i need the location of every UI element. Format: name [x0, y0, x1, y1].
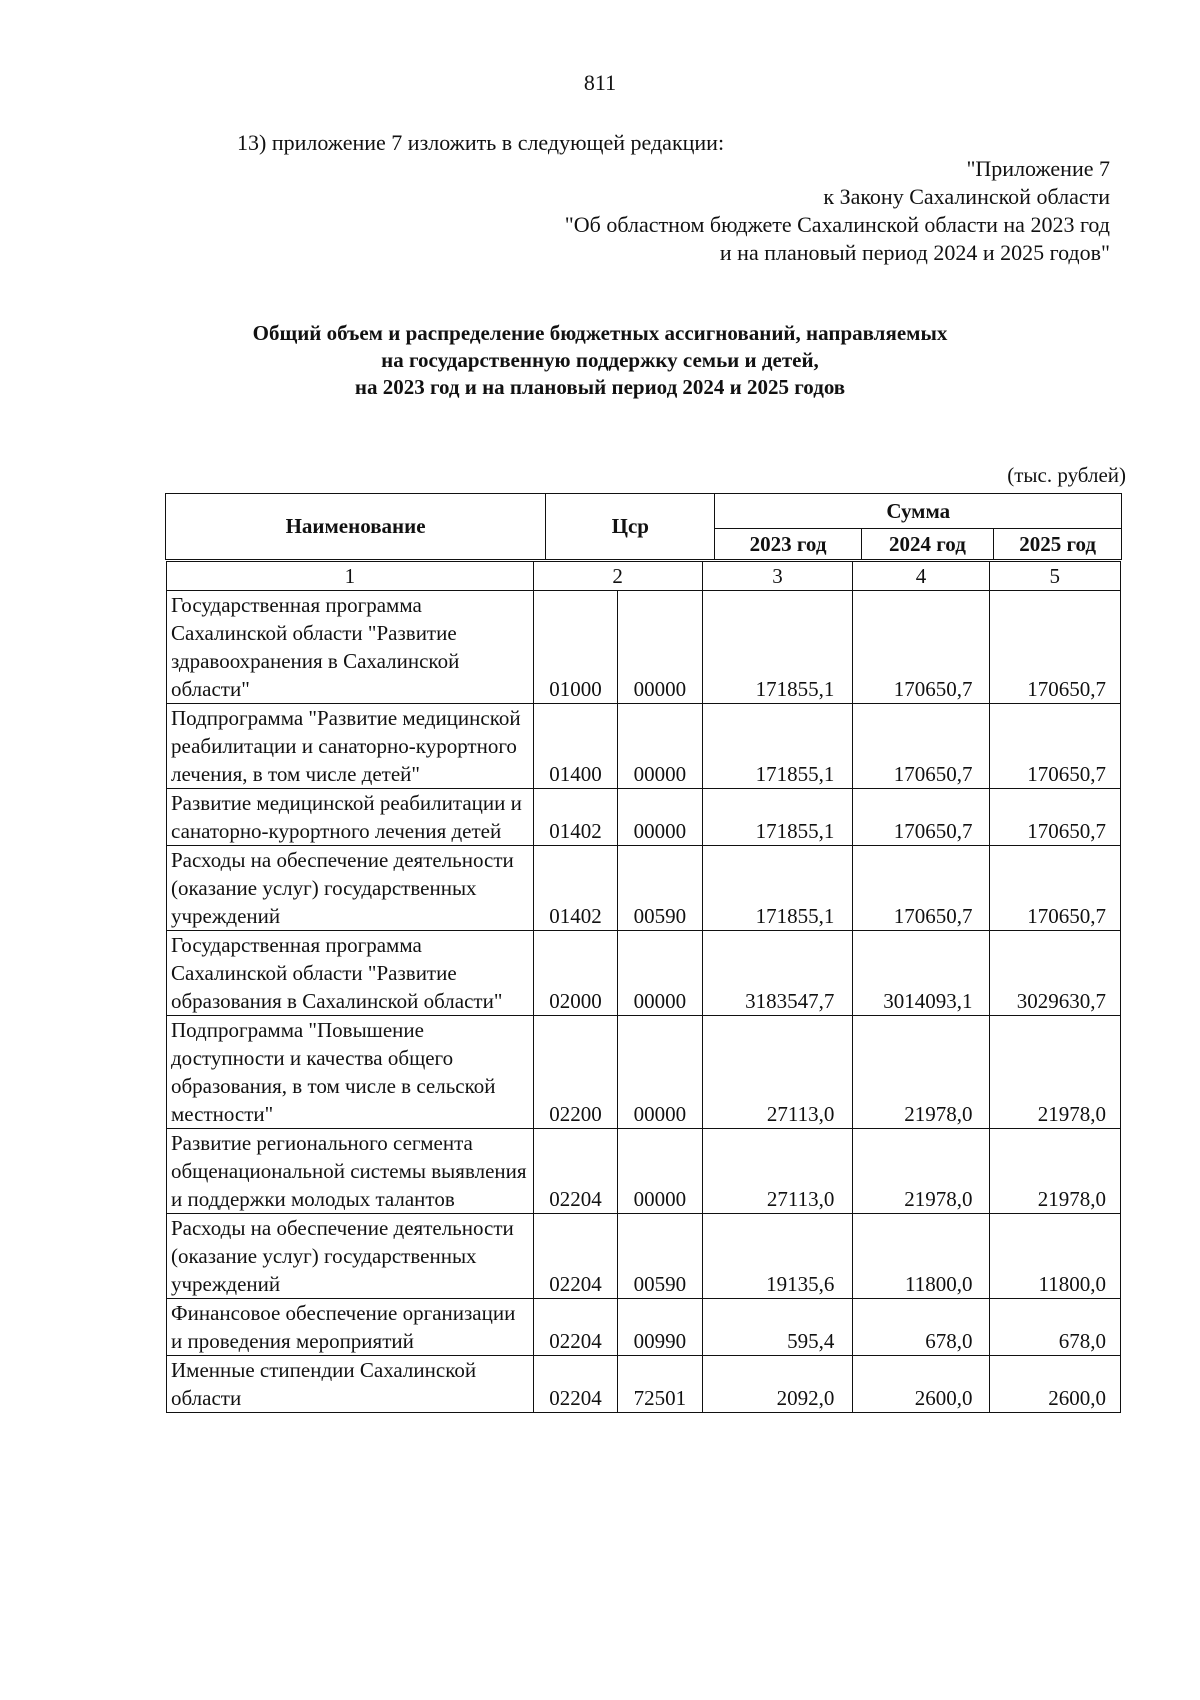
row-sum-2024: 11800,0 — [853, 1214, 989, 1299]
table-row — [167, 1214, 1121, 1299]
table-row — [167, 591, 1121, 704]
row-csr-program: 02200 — [533, 1016, 617, 1129]
row-csr-program: 02204 — [533, 1129, 617, 1214]
row-sum-2024: 678,0 — [853, 1299, 989, 1356]
row-csr-direction: 00990 — [618, 1299, 702, 1356]
header-year-2023: 2023 год — [715, 529, 861, 560]
row-csr-direction: 00000 — [618, 1016, 702, 1129]
row-name: Расходы на обеспечение деятельности (оказание услуг) государственных учреждений — [167, 846, 534, 931]
row-sum-2025: 170650,7 — [989, 789, 1120, 846]
column-number: 2 — [533, 562, 702, 591]
appendix-line: "Об областном бюджете Сахалинской области на 2023 год — [564, 212, 1110, 237]
row-sum-2025: 170650,7 — [989, 591, 1120, 704]
row-csr-direction: 00000 — [618, 789, 702, 846]
row-name: Финансовое обеспечение организации и проведения мероприятий — [167, 1299, 534, 1356]
row-name: Государственная программа Сахалинской области "Развитие здравоохранения в Сахалинской области" — [167, 591, 534, 704]
appendix-line: к Закону Сахалинской области — [823, 184, 1110, 209]
header-sum: Сумма — [715, 494, 1122, 529]
row-csr-program: 02000 — [533, 931, 617, 1016]
row-csr-program: 02204 — [533, 1299, 617, 1356]
row-sum-2024: 2600,0 — [853, 1356, 989, 1413]
row-sum-2024: 170650,7 — [853, 704, 989, 789]
row-csr-program: 02204 — [533, 1214, 617, 1299]
row-name: Именные стипендии Сахалинской области — [167, 1356, 534, 1413]
header-year-2025: 2025 год — [994, 529, 1122, 560]
table-row — [167, 1016, 1121, 1129]
budget-table — [166, 561, 1121, 1413]
row-sum-2025: 3029630,7 — [989, 931, 1120, 1016]
row-csr-program: 02204 — [533, 1356, 617, 1413]
table-row — [167, 1356, 1121, 1413]
row-csr-direction: 00000 — [618, 591, 702, 704]
table-row — [167, 931, 1121, 1016]
row-csr-program: 01400 — [533, 704, 617, 789]
row-csr-direction: 00590 — [618, 846, 702, 931]
header-name: Наименование — [166, 494, 546, 560]
column-number: 4 — [853, 562, 989, 591]
row-csr-direction: 00000 — [618, 704, 702, 789]
row-csr-program: 01402 — [533, 846, 617, 931]
row-sum-2025: 678,0 — [989, 1299, 1120, 1356]
table-row — [167, 704, 1121, 789]
row-sum-2023: 171855,1 — [702, 846, 853, 931]
appendix-line: и на плановый период 2024 и 2025 годов" — [719, 240, 1110, 265]
row-csr-direction: 00000 — [618, 931, 702, 1016]
table-row — [167, 1129, 1121, 1214]
title-line: Общий объем и распределение бюджетных ассигнований, направляемых — [252, 321, 948, 345]
row-sum-2024: 170650,7 — [853, 846, 989, 931]
row-sum-2023: 19135,6 — [702, 1214, 853, 1299]
row-sum-2025: 11800,0 — [989, 1214, 1120, 1299]
table-row — [167, 846, 1121, 931]
row-csr-program: 01000 — [533, 591, 617, 704]
row-csr-direction: 00000 — [618, 1129, 702, 1214]
document-title — [0, 320, 1200, 401]
intro-text: 13) приложение 7 изложить в следующей редакции: — [237, 130, 725, 155]
appendix-line: "Приложение 7 — [966, 156, 1110, 181]
column-number: 5 — [989, 562, 1120, 591]
row-csr-direction: 00590 — [618, 1214, 702, 1299]
row-name: Государственная программа Сахалинской области "Развитие образования в Сахалинской области" — [167, 931, 534, 1016]
row-sum-2024: 3014093,1 — [853, 931, 989, 1016]
row-sum-2025: 170650,7 — [989, 846, 1120, 931]
column-number: 3 — [702, 562, 853, 591]
row-sum-2023: 171855,1 — [702, 591, 853, 704]
row-sum-2024: 21978,0 — [853, 1016, 989, 1129]
page-number: 811 — [583, 70, 617, 95]
units-label: (тыс. рублей) — [1007, 463, 1126, 487]
table-row — [167, 789, 1121, 846]
row-sum-2023: 27113,0 — [702, 1129, 853, 1214]
row-sum-2023: 171855,1 — [702, 789, 853, 846]
row-name: Подпрограмма "Повышение доступности и качества общего образования, в том числе в сельской местности" — [167, 1016, 534, 1129]
row-sum-2023: 2092,0 — [702, 1356, 853, 1413]
row-sum-2023: 595,4 — [702, 1299, 853, 1356]
row-csr-direction: 72501 — [618, 1356, 702, 1413]
table-row — [167, 1299, 1121, 1356]
column-number: 1 — [167, 562, 534, 591]
row-csr-program: 01402 — [533, 789, 617, 846]
row-sum-2023: 27113,0 — [702, 1016, 853, 1129]
row-sum-2023: 171855,1 — [702, 704, 853, 789]
row-sum-2025: 2600,0 — [989, 1356, 1120, 1413]
title-line: на государственную поддержку семьи и детей, — [381, 348, 819, 372]
row-sum-2024: 170650,7 — [853, 789, 989, 846]
row-name: Развитие медицинской реабилитации и санаторно-курортного лечения детей — [167, 789, 534, 846]
header-year-2024: 2024 год — [861, 529, 994, 560]
row-sum-2024: 21978,0 — [853, 1129, 989, 1214]
header-csr: Цср — [546, 494, 715, 560]
row-sum-2025: 21978,0 — [989, 1129, 1120, 1214]
row-name: Развитие регионального сегмента общенациональной системы выявления и поддержки молодых талантов — [167, 1129, 534, 1214]
row-name: Расходы на обеспечение деятельности (оказание услуг) государственных учреждений — [167, 1214, 534, 1299]
row-name: Подпрограмма "Развитие медицинской реабилитации и санаторно-курортного лечения, в том числе детей" — [167, 704, 534, 789]
row-sum-2025: 170650,7 — [989, 704, 1120, 789]
row-sum-2025: 21978,0 — [989, 1016, 1120, 1129]
title-line: на 2023 год и на плановый период 2024 и 2025 годов — [354, 375, 846, 399]
column-number-row — [167, 562, 1121, 591]
row-sum-2023: 3183547,7 — [702, 931, 853, 1016]
table-header — [165, 493, 1122, 560]
row-sum-2024: 170650,7 — [853, 591, 989, 704]
appendix-reference — [565, 155, 1110, 267]
